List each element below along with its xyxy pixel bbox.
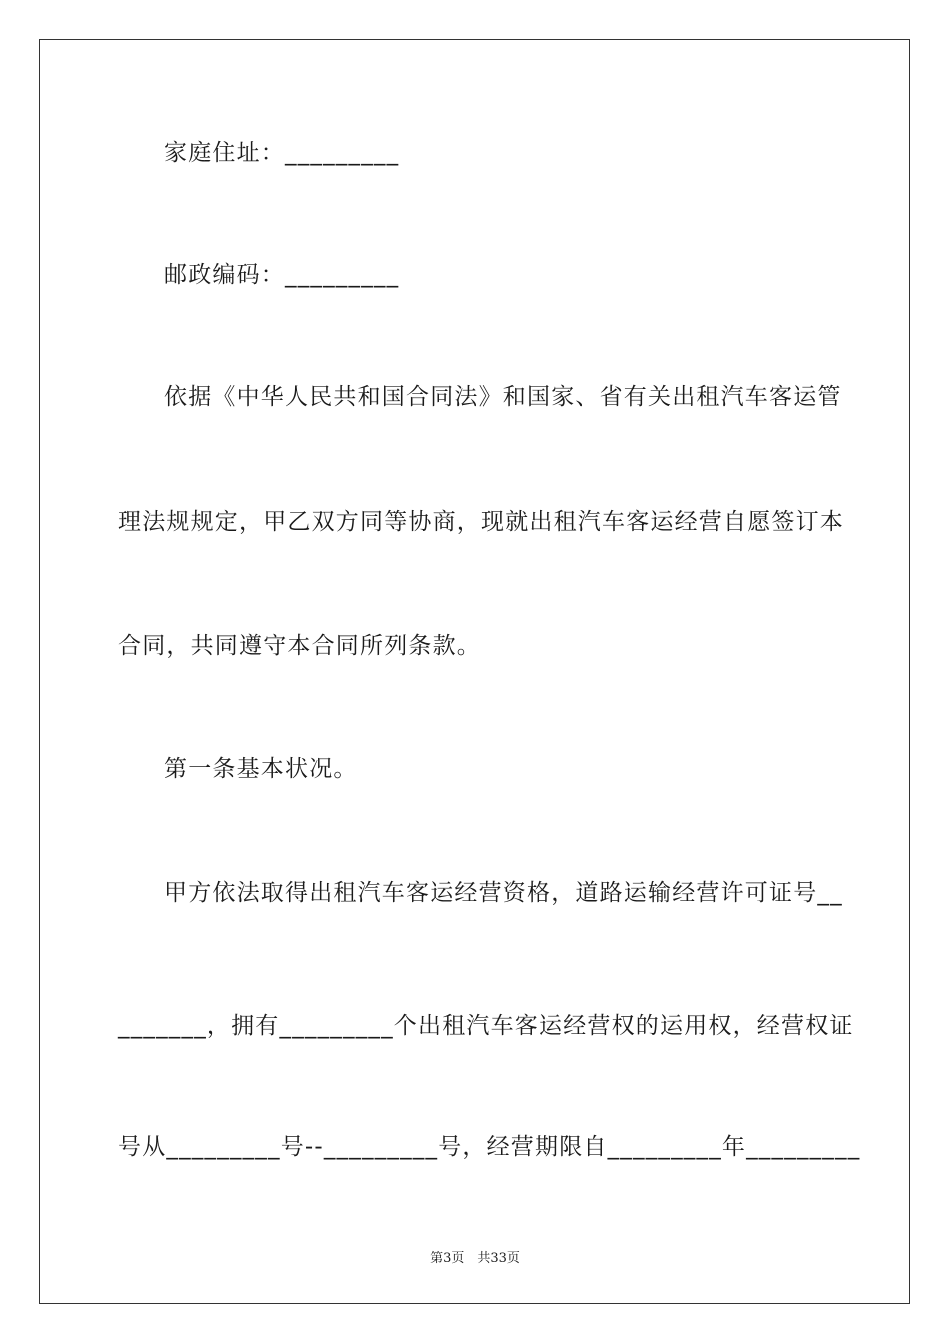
paragraph-line-1: 依据《中华人民共和国合同法》和国家、省有关出租汽车客运管 [164,384,842,410]
page-number-footer: 第3页 共33页 [430,1251,520,1266]
paragraph-line-4: 甲方依法取得出租汽车客运经营资格，道路运输经营许可证号__ [164,880,843,906]
paragraph-line-3: 合同，共同遵守本合同所列条款。 [118,633,481,659]
page-border [39,39,910,1304]
home-address-line: 家庭住址：_________ [164,140,400,166]
article-one-heading: 第一条基本状况。 [164,756,358,782]
paragraph-line-6: 号从_________号--_________号，经营期限自_________年_________ [118,1134,861,1160]
postal-code-line: 邮政编码：_________ [164,262,400,288]
paragraph-line-2: 理法规规定，甲乙双方同等协商，现就出租汽车客运经营自愿签订本 [118,509,844,535]
paragraph-line-5: _______，拥有_________个出租汽车客运经营权的运用权，经营权证 [118,1013,854,1039]
